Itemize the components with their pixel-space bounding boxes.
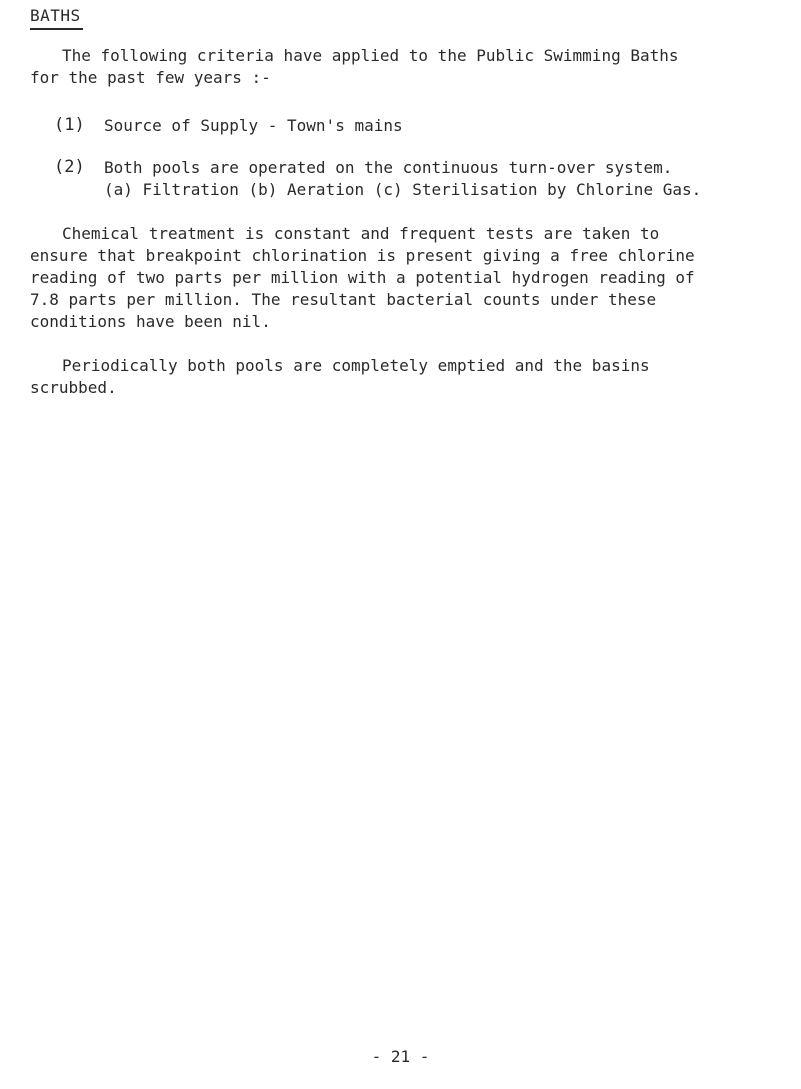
item-2-subtext: (a) Filtration (b) Aeration (c) Sterilisation by Chlorine Gas.	[104, 180, 702, 199]
page-number: - 21 -	[371, 1047, 430, 1066]
section-heading: BATHS	[30, 6, 81, 25]
paragraph-1-line-3: reading of two parts per million with a potential hydrogen reading of	[30, 268, 695, 287]
heading-underline	[30, 28, 83, 30]
item-2-number: (2)	[54, 157, 85, 177]
paragraph-1-line-2: ensure that breakpoint chlorination is present giving a free chlorine	[30, 246, 695, 265]
paragraph-1-line-5: conditions have been nil.	[30, 312, 271, 331]
item-2-text: Both pools are operated on the continuous turn-over system.	[104, 158, 673, 177]
intro-line-2: for the past few years :-	[30, 68, 271, 87]
paragraph-1-line-1: Chemical treatment is constant and frequent tests are taken to	[62, 224, 660, 243]
paragraph-2-line-1: Periodically both pools are completely emptied and the basins	[62, 356, 650, 375]
intro-line-1: The following criteria have applied to the Public Swimming Baths	[62, 46, 679, 65]
item-1-number: (1)	[54, 115, 85, 135]
paragraph-1-line-4: 7.8 parts per million. The resultant bacterial counts under these	[30, 290, 657, 309]
paragraph-2-line-2: scrubbed.	[30, 378, 117, 397]
item-1-text: Source of Supply - Town's mains	[104, 116, 403, 135]
